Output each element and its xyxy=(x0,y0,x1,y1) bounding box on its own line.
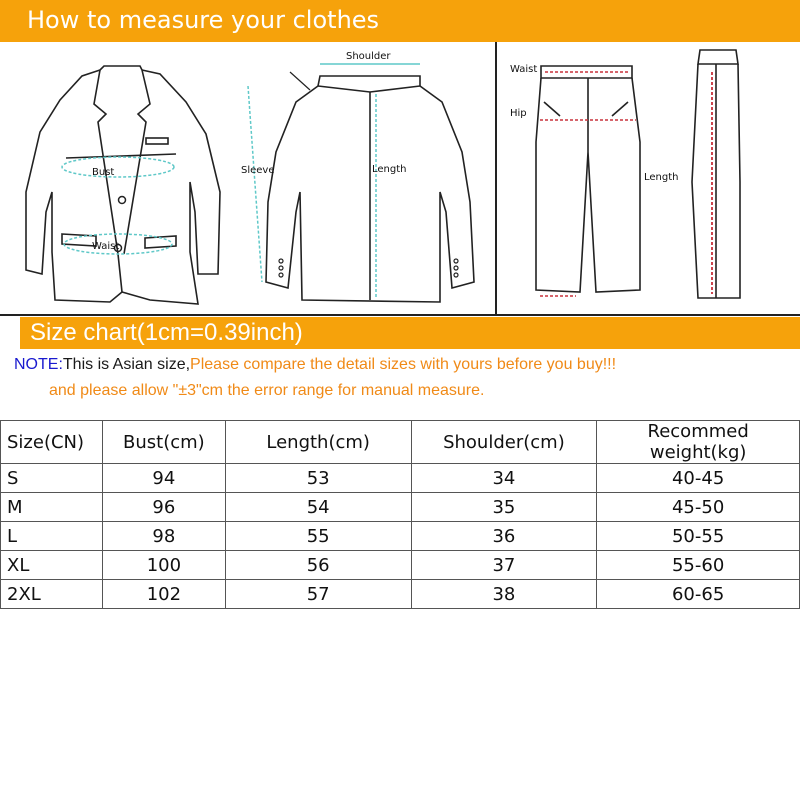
note-compare: Please compare the detail sizes with yours before you buy!!! xyxy=(190,356,617,373)
shoulder-label: Shoulder xyxy=(346,51,391,62)
sleeve-label: Sleeve xyxy=(241,165,275,176)
cell-shoulder: 37 xyxy=(411,551,597,580)
cell-shoulder: 38 xyxy=(411,580,597,609)
jacket-front-measure-lines xyxy=(62,157,174,254)
cell-weight: 55-60 xyxy=(597,551,800,580)
cell-weight: 40-45 xyxy=(597,464,800,493)
cell-length: 57 xyxy=(225,580,411,609)
pants-length-label: Length xyxy=(644,172,679,183)
cell-size: L xyxy=(1,522,103,551)
measurement-illustration xyxy=(0,42,800,314)
waist-label: Waist xyxy=(92,241,120,252)
size-chart-title: Size chart(1cm=0.39inch) xyxy=(30,319,303,346)
header-bust: Bust(cm) xyxy=(102,421,225,464)
table-header-row xyxy=(1,421,800,464)
header-size: Size(CN) xyxy=(1,421,103,464)
table-row xyxy=(1,580,800,609)
header-banner xyxy=(0,0,800,42)
cell-weight: 45-50 xyxy=(597,493,800,522)
cell-bust: 96 xyxy=(102,493,225,522)
cell-size: XL xyxy=(1,551,103,580)
note-label: NOTE: xyxy=(14,356,63,373)
table-row xyxy=(1,551,800,580)
note-error-range: and please allow "±3"cm the error range for manual measure. xyxy=(49,382,485,399)
pants-side-drawing xyxy=(692,50,740,298)
header-shoulder: Shoulder(cm) xyxy=(411,421,597,464)
table-row xyxy=(1,522,800,551)
jacket-length-label: Length xyxy=(372,164,407,175)
size-chart-banner xyxy=(20,317,800,349)
jacket-back-measure-lines xyxy=(248,64,420,298)
cell-weight: 50-55 xyxy=(597,522,800,551)
sleeve-pointer xyxy=(290,72,310,90)
cell-shoulder: 35 xyxy=(411,493,597,522)
table-row xyxy=(1,493,800,522)
cell-bust: 94 xyxy=(102,464,225,493)
size-table xyxy=(0,420,800,609)
jacket-back-sleeve-buttons xyxy=(279,259,458,277)
bust-label: Bust xyxy=(92,167,115,178)
cell-length: 54 xyxy=(225,493,411,522)
cell-size: 2XL xyxy=(1,580,103,609)
cell-length: 53 xyxy=(225,464,411,493)
header-length: Length(cm) xyxy=(225,421,411,464)
cell-bust: 102 xyxy=(102,580,225,609)
table-row xyxy=(1,464,800,493)
cell-bust: 100 xyxy=(102,551,225,580)
cell-bust: 98 xyxy=(102,522,225,551)
cell-shoulder: 36 xyxy=(411,522,597,551)
jacket-back-drawing xyxy=(266,76,474,302)
hip-label: Hip xyxy=(510,108,527,119)
cell-length: 56 xyxy=(225,551,411,580)
note-asian-size: This is Asian size, xyxy=(62,356,191,373)
header-title: How to measure your clothes xyxy=(27,6,380,34)
cell-shoulder: 34 xyxy=(411,464,597,493)
header-weight: Recommed weight(kg) xyxy=(597,421,800,464)
cell-size: S xyxy=(1,464,103,493)
pants-waist-label: Waist xyxy=(510,64,538,75)
jacket-front-drawing xyxy=(26,66,220,304)
pants-front-drawing xyxy=(536,66,640,292)
cell-size: M xyxy=(1,493,103,522)
size-note xyxy=(14,352,616,404)
cell-weight: 60-65 xyxy=(597,580,800,609)
cell-length: 55 xyxy=(225,522,411,551)
section-divider xyxy=(0,314,800,316)
